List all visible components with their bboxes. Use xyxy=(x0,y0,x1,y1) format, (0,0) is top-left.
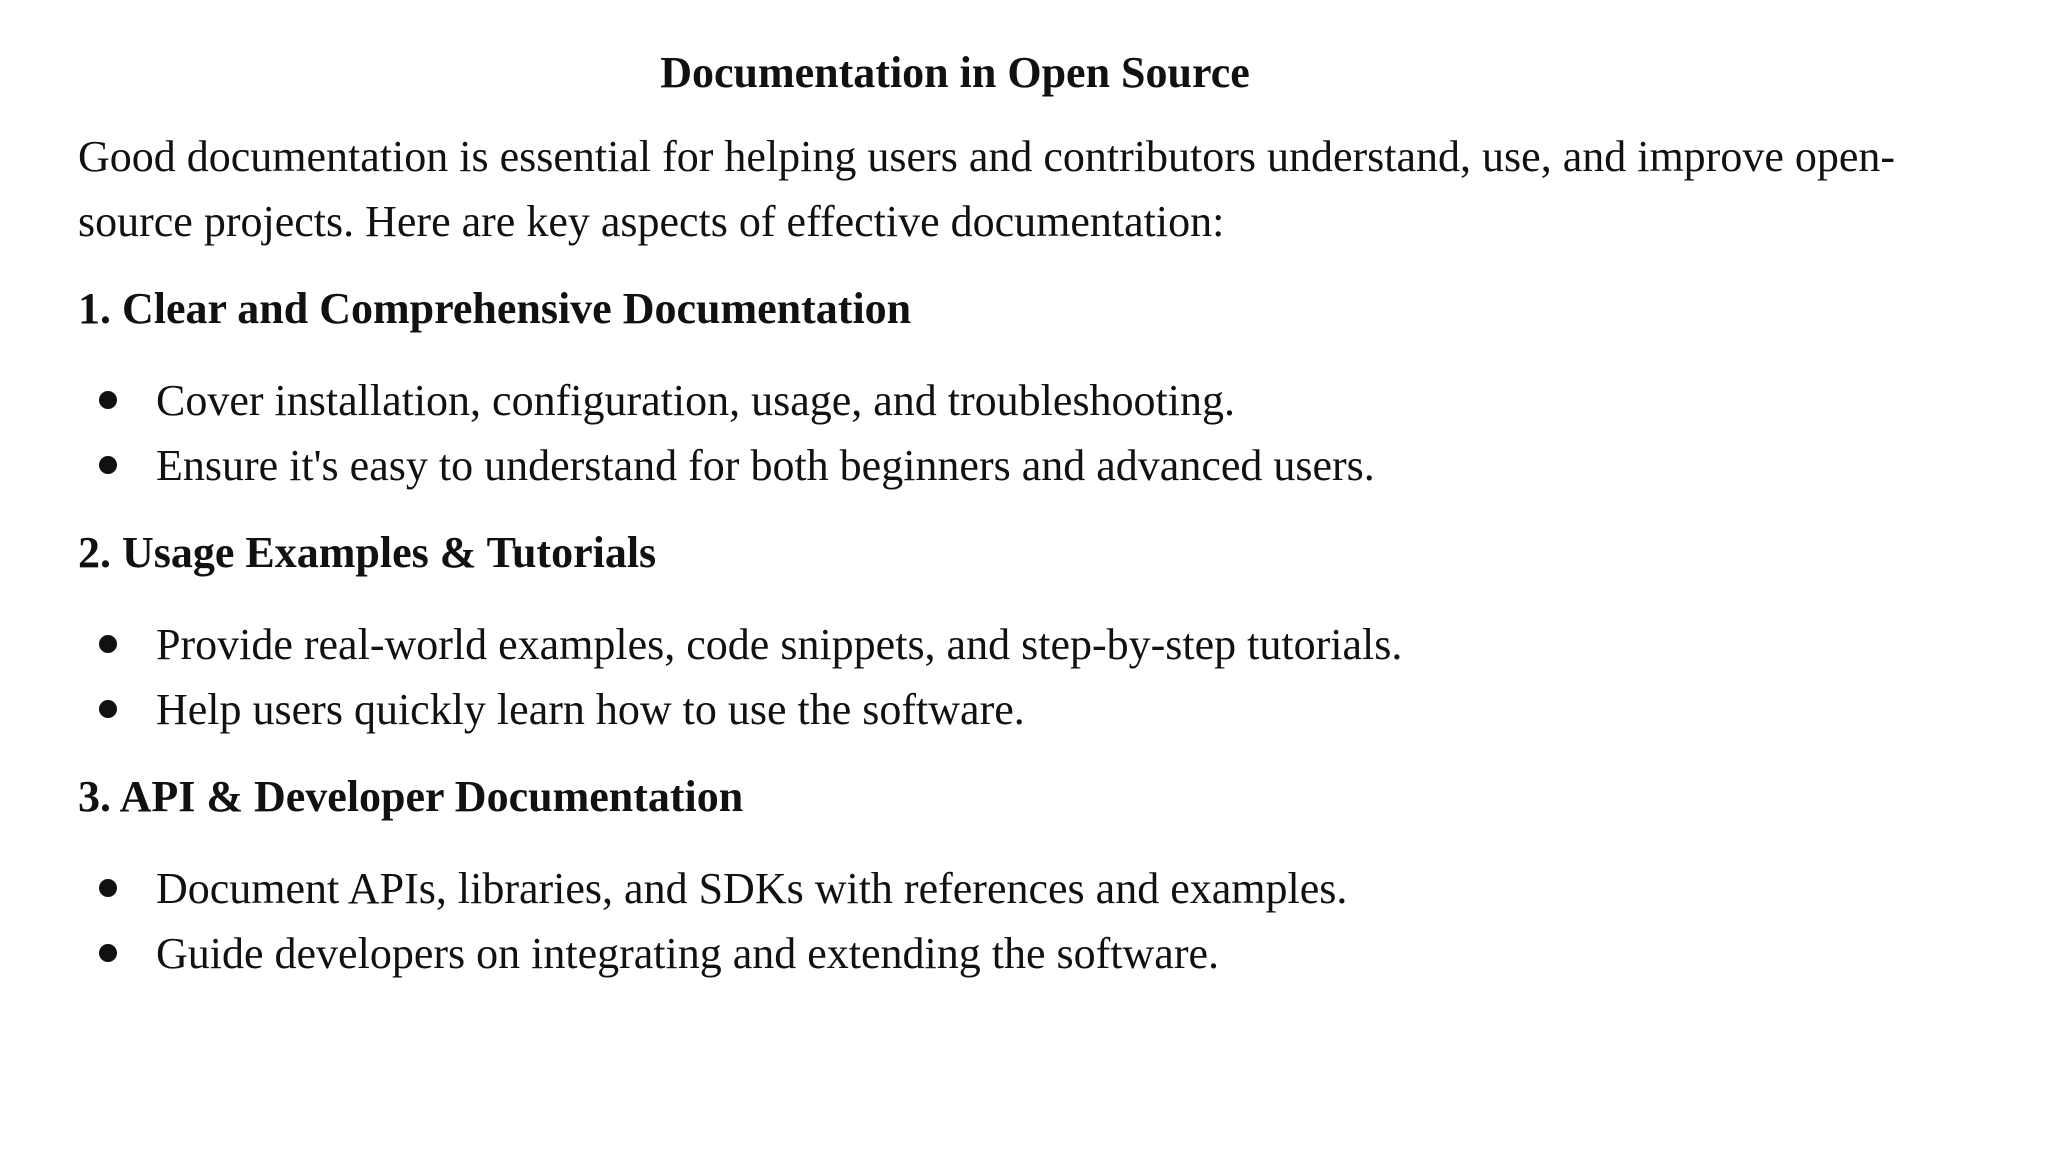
section-3 xyxy=(78,768,1978,986)
list-item-text: Cover installation, configuration, usage, and troubleshooting. xyxy=(156,376,1236,425)
list-item-text: Ensure it's easy to understand for both beginners and advanced users. xyxy=(156,441,1375,490)
list-item-text: Provide real-world examples, code snippets, and step-by-step tutorials. xyxy=(156,620,1403,669)
section-heading: 1. Clear and Comprehensive Documentation xyxy=(78,284,912,333)
list-item xyxy=(78,921,1978,986)
bullet-list xyxy=(78,856,1978,986)
list-item-text: Document APIs, libraries, and SDKs with references and examples. xyxy=(156,864,1348,913)
list-item xyxy=(78,433,1978,498)
list-item-text: Guide developers on integrating and extending the software. xyxy=(156,929,1220,978)
section-2 xyxy=(78,524,1978,742)
list-item-text: Help users quickly learn how to use the software. xyxy=(156,685,1025,734)
section-heading: 2. Usage Examples & Tutorials xyxy=(78,528,657,577)
bullet-list xyxy=(78,368,1978,498)
list-item xyxy=(78,677,1978,742)
bullet-icon xyxy=(99,391,117,409)
section-1 xyxy=(78,280,1978,498)
bullet-icon xyxy=(99,635,117,653)
section-heading: 3. API & Developer Documentation xyxy=(78,772,744,821)
document xyxy=(78,44,1978,986)
bullet-icon xyxy=(99,944,117,962)
bullet-icon xyxy=(99,700,117,718)
bullet-icon xyxy=(99,879,117,897)
list-item xyxy=(78,368,1978,433)
list-item xyxy=(78,856,1978,921)
document-title: Documentation in Open Source xyxy=(660,48,1250,97)
bullet-list xyxy=(78,612,1978,742)
intro-paragraph: Good documentation is essential for helping users and contributors understand, use, and improve open-source projects. Here are key aspects of effective documentation: xyxy=(78,132,1896,246)
bullet-icon xyxy=(99,456,117,474)
list-item xyxy=(78,612,1978,677)
